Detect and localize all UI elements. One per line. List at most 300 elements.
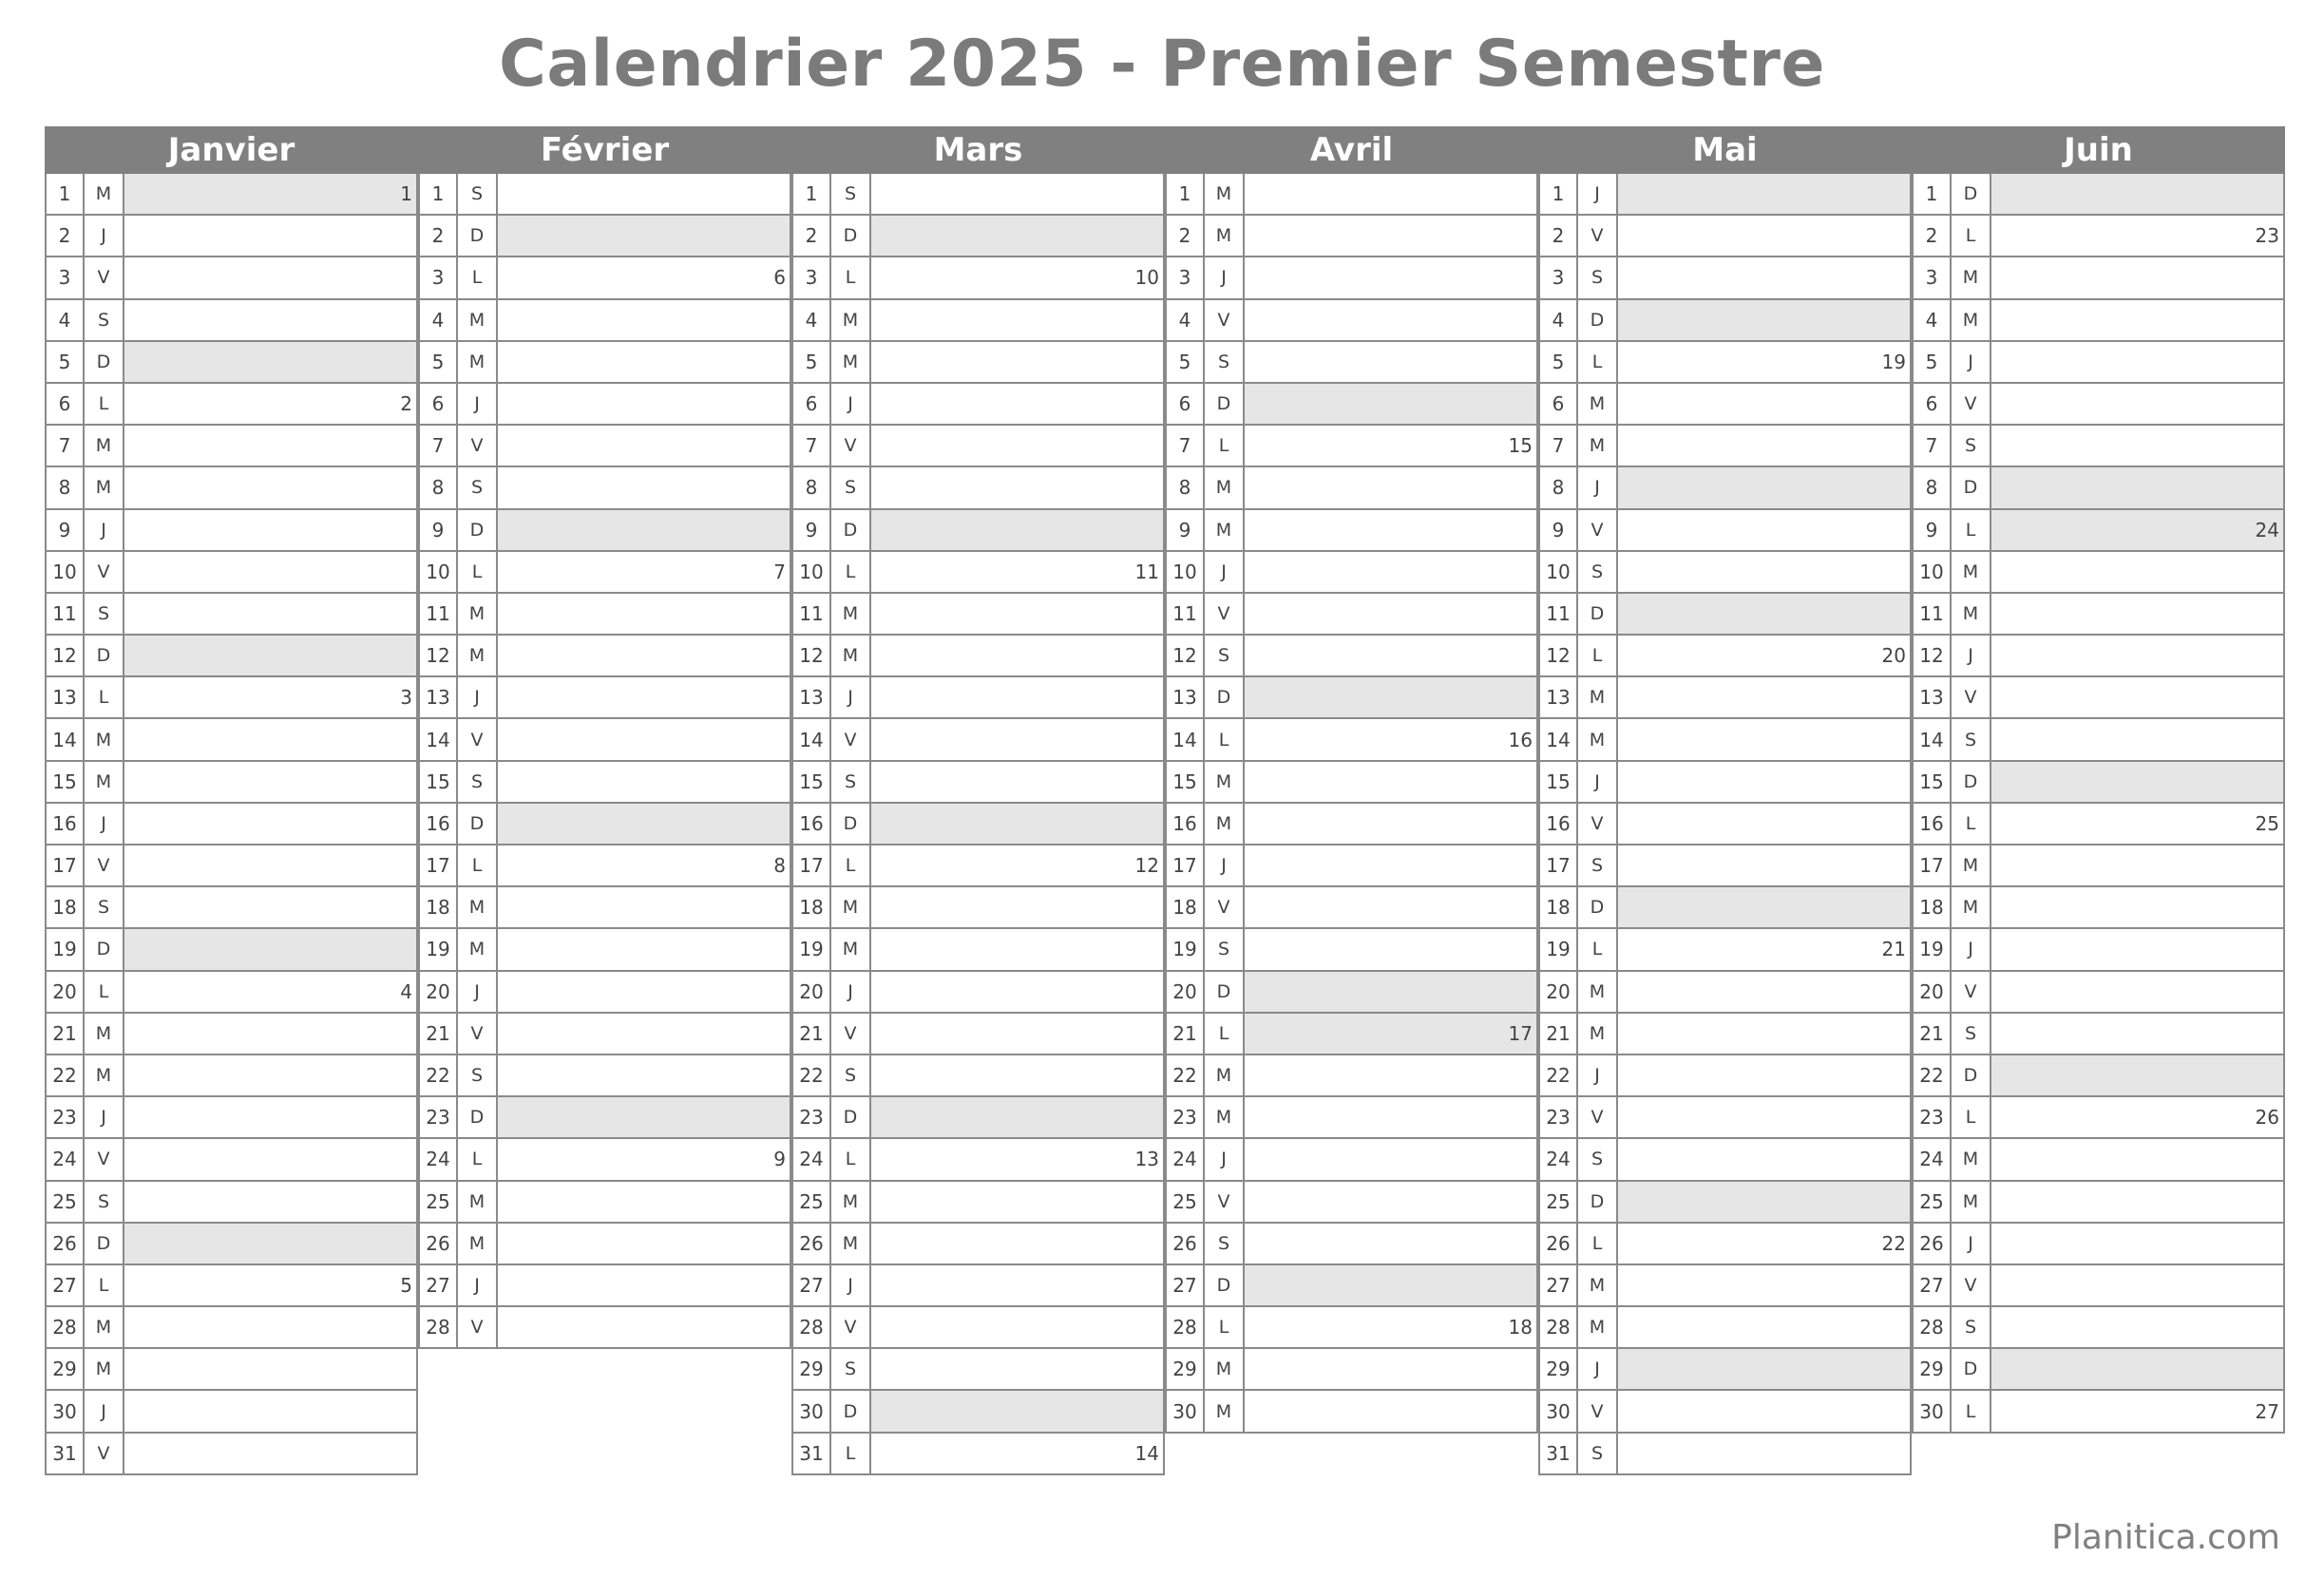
day-row [1540,257,1910,299]
day-number: 6 [1914,384,1952,424]
day-row [47,1139,416,1181]
day-row [1167,719,1536,761]
day-note-cell [124,1391,416,1431]
weekday-letter: D [1952,1349,1991,1389]
day-note-cell [1618,1391,1910,1431]
day-note-cell [871,1307,1163,1347]
day-number: 31 [793,1434,831,1473]
weekday-letter: J [1205,846,1245,885]
day-row [47,636,416,677]
day-note-cell [871,510,1163,550]
day-note-cell [1991,384,2283,424]
day-number: 19 [1540,929,1578,969]
weekday-letter: M [831,342,871,382]
day-number: 4 [420,300,458,340]
day-number: 16 [1914,804,1952,844]
day-row [1540,636,1910,677]
weekday-letter: M [458,1224,498,1264]
day-number: 25 [420,1182,458,1222]
weekday-letter: L [458,846,498,885]
week-number: 9 [773,1148,786,1171]
weekday-letter: L [85,384,124,424]
day-note-cell [1991,1055,2283,1095]
weekday-letter: M [831,1182,871,1222]
day-note-cell [498,972,790,1012]
day-note-cell [871,1224,1163,1264]
day-row [1540,342,1910,384]
day-row [1167,510,1536,552]
weekday-letter: L [458,257,498,297]
day-note-cell [871,1434,1163,1473]
weekday-letter: J [85,510,124,550]
weekday-letter: M [1952,1182,1991,1222]
day-row [1167,677,1536,719]
weekday-letter: S [458,467,498,507]
day-note-cell [1618,342,1910,382]
day-row [1914,677,2283,719]
day-number: 27 [1540,1265,1578,1305]
weekday-letter: S [831,1055,871,1095]
day-note-cell [498,342,790,382]
weekday-letter: M [1578,972,1618,1012]
day-number: 25 [47,1182,85,1222]
weekday-letter: S [831,1349,871,1389]
day-number: 14 [793,719,831,759]
weekday-letter: S [85,300,124,340]
day-row [1540,1224,1910,1265]
day-number: 11 [1540,594,1578,634]
day-row [47,762,416,804]
day-row [793,174,1163,216]
day-note-cell [1618,1097,1910,1137]
day-number: 10 [793,552,831,592]
weekday-letter: D [85,636,124,675]
day-row [47,300,416,342]
day-number: 26 [1540,1224,1578,1264]
day-note-cell [871,216,1163,256]
day-note-cell [1618,1139,1910,1179]
day-number: 21 [1167,1014,1205,1054]
weekday-letter: J [458,972,498,1012]
day-number: 17 [793,846,831,885]
day-number: 27 [1914,1265,1952,1305]
weekday-letter: V [1952,1265,1991,1305]
day-row [420,762,790,804]
weekday-letter: D [1952,467,1991,507]
month-column [45,126,418,1475]
day-row [1167,384,1536,426]
day-row [420,426,790,467]
week-number: 23 [2255,224,2279,248]
weekday-letter: M [1952,300,1991,340]
day-note-cell [1618,887,1910,927]
weekday-letter: D [85,342,124,382]
day-row [793,300,1163,342]
day-note-cell [1245,467,1536,507]
day-number: 24 [420,1139,458,1179]
day-note-cell [1245,719,1536,759]
weekday-letter: M [1952,887,1991,927]
day-note-cell [1245,1014,1536,1054]
weekday-letter: L [458,552,498,592]
weekday-letter: M [85,762,124,802]
day-note-cell [1618,1349,1910,1389]
day-note-cell [1991,1097,2283,1137]
day-number: 20 [420,972,458,1012]
weekday-letter: J [1578,467,1618,507]
day-row [793,636,1163,677]
day-number: 23 [1914,1097,1952,1137]
day-number: 5 [420,342,458,382]
day-number: 29 [1167,1349,1205,1389]
weekday-letter: S [1205,342,1245,382]
weekday-letter: M [831,1224,871,1264]
weekday-letter: M [1205,804,1245,844]
day-number: 27 [793,1265,831,1305]
day-number: 16 [47,804,85,844]
day-row [47,929,416,971]
weekday-letter: J [458,1265,498,1305]
day-note-cell [498,257,790,297]
day-note-cell [124,300,416,340]
day-row [1167,426,1536,467]
day-number: 8 [1167,467,1205,507]
month-days [1538,174,1912,1475]
day-number: 20 [47,972,85,1012]
day-row [420,510,790,552]
day-number: 24 [1167,1139,1205,1179]
day-row [47,1307,416,1349]
day-number: 12 [1540,636,1578,675]
week-number: 24 [2255,518,2279,542]
month-column [1538,126,1912,1475]
day-number: 30 [1540,1391,1578,1431]
weekday-letter: S [458,762,498,802]
weekday-letter: D [1578,887,1618,927]
weekday-letter: L [831,1434,871,1473]
day-row [1540,174,1910,216]
weekday-letter: V [831,1307,871,1347]
day-row [47,174,416,216]
weekday-letter: M [1952,1139,1991,1179]
day-note-cell [1618,257,1910,297]
day-number: 30 [793,1391,831,1431]
day-note-cell [871,594,1163,634]
month-column [1912,126,2285,1434]
day-note-cell [498,1139,790,1179]
day-note-cell [498,887,790,927]
day-number: 8 [47,467,85,507]
day-row [1914,1139,2283,1181]
weekday-letter: L [85,972,124,1012]
day-note-cell [1991,510,2283,550]
day-number: 24 [1914,1139,1952,1179]
day-number: 30 [1914,1391,1952,1431]
day-note-cell [871,1265,1163,1305]
weekday-letter: V [85,552,124,592]
day-note-cell [1991,257,2283,297]
day-note-cell [1245,804,1536,844]
weekday-letter: J [1952,342,1991,382]
day-number: 9 [1167,510,1205,550]
week-number: 22 [1881,1231,1906,1255]
weekday-letter: M [85,1349,124,1389]
day-note-cell [1245,929,1536,969]
day-note-cell [498,384,790,424]
month-column [791,126,1165,1475]
weekday-letter: M [1578,1265,1618,1305]
day-number: 9 [420,510,458,550]
weekday-letter: S [85,594,124,634]
day-number: 19 [420,929,458,969]
day-number: 28 [1167,1307,1205,1347]
day-note-cell [1618,1307,1910,1347]
day-number: 15 [1167,762,1205,802]
day-row [1914,1055,2283,1097]
day-row [1914,1391,2283,1433]
weekday-letter: S [1578,1434,1618,1473]
day-row [420,342,790,384]
month-days [791,174,1165,1475]
weekday-letter: M [85,174,124,214]
day-note-cell [1991,972,2283,1012]
day-row [793,972,1163,1014]
day-number: 2 [1167,216,1205,256]
week-number: 25 [2255,811,2279,835]
weekday-letter: J [831,1265,871,1305]
weekday-letter: V [1952,972,1991,1012]
day-row [1540,1182,1910,1224]
day-note-cell [498,804,790,844]
day-row [1914,384,2283,426]
week-number: 3 [400,686,412,710]
weekday-letter: L [1205,719,1245,759]
day-note-cell [124,1139,416,1179]
week-number: 5 [400,1273,412,1297]
day-number: 20 [1914,972,1952,1012]
weekday-letter: D [831,1391,871,1431]
week-number: 12 [1134,854,1159,878]
month-days [45,174,418,1475]
day-number: 1 [793,174,831,214]
day-note-cell [1618,1014,1910,1054]
day-note-cell [124,972,416,1012]
weekday-letter: V [458,426,498,466]
day-row [47,677,416,719]
day-note-cell [1618,426,1910,466]
day-note-cell [871,1014,1163,1054]
day-row [47,552,416,594]
day-row [1167,552,1536,594]
day-note-cell [1618,762,1910,802]
day-row [1167,1224,1536,1265]
day-note-cell [1245,1055,1536,1095]
day-number: 18 [47,887,85,927]
weekday-letter: D [831,804,871,844]
day-row [1914,257,2283,299]
day-note-cell [871,300,1163,340]
day-number: 22 [420,1055,458,1095]
weekday-letter: V [1952,384,1991,424]
day-row [793,384,1163,426]
day-number: 2 [47,216,85,256]
day-row [1914,216,2283,257]
day-note-cell [1618,1182,1910,1222]
day-note-cell [871,677,1163,717]
day-note-cell [1245,1139,1536,1179]
day-row [1167,1391,1536,1433]
day-note-cell [1991,846,2283,885]
day-note-cell [124,510,416,550]
day-number: 28 [47,1307,85,1347]
day-note-cell [871,804,1163,844]
day-note-cell [498,762,790,802]
day-note-cell [1245,426,1536,466]
day-row [420,804,790,846]
day-row [1914,552,2283,594]
day-note-cell [1245,1097,1536,1137]
day-number: 27 [420,1265,458,1305]
day-number: 23 [420,1097,458,1137]
day-row [1167,762,1536,804]
day-row [1540,1391,1910,1433]
weekday-letter: D [1578,594,1618,634]
day-number: 18 [1914,887,1952,927]
day-row [420,1139,790,1181]
day-note-cell [1991,762,2283,802]
day-row [1540,846,1910,887]
weekday-letter: M [1952,257,1991,297]
weekday-letter: L [1205,1307,1245,1347]
day-note-cell [1618,804,1910,844]
day-row [1914,1014,2283,1055]
day-number: 11 [420,594,458,634]
day-row [1167,1349,1536,1391]
day-row [1914,1307,2283,1349]
weekday-letter: M [458,929,498,969]
day-row [47,257,416,299]
day-number: 10 [1540,552,1578,592]
weekday-letter: M [85,1014,124,1054]
weekday-letter: M [831,594,871,634]
day-note-cell [1991,216,2283,256]
day-number: 18 [1167,887,1205,927]
day-number: 9 [1540,510,1578,550]
day-row [1914,846,2283,887]
day-number: 24 [47,1139,85,1179]
day-number: 25 [1540,1182,1578,1222]
day-number: 8 [420,467,458,507]
day-row [793,719,1163,761]
day-number: 30 [47,1391,85,1431]
day-number: 5 [1167,342,1205,382]
day-note-cell [124,1014,416,1054]
weekday-letter: M [458,1182,498,1222]
day-row [1540,1055,1910,1097]
day-number: 25 [1914,1182,1952,1222]
day-row [420,1055,790,1097]
weekday-letter: M [1952,594,1991,634]
weekday-letter: M [458,636,498,675]
day-row [47,384,416,426]
day-number: 10 [1167,552,1205,592]
day-note-cell [498,216,790,256]
day-number: 22 [1167,1055,1205,1095]
day-number: 28 [1914,1307,1952,1347]
day-row [1914,972,2283,1014]
weekday-letter: D [1205,972,1245,1012]
weekday-letter: D [85,1224,124,1264]
day-row [793,846,1163,887]
day-row [793,804,1163,846]
weekday-letter: M [831,300,871,340]
day-number: 18 [793,887,831,927]
weekday-letter: M [831,636,871,675]
day-note-cell [871,257,1163,297]
day-row [1540,300,1910,342]
day-note-cell [498,552,790,592]
day-note-cell [1245,1307,1536,1347]
day-row [420,300,790,342]
month-header: Juin [1912,126,2285,174]
month-column [1165,126,1538,1434]
day-note-cell [871,426,1163,466]
day-note-cell [1245,510,1536,550]
day-number: 1 [420,174,458,214]
day-row [47,594,416,636]
day-row [47,1265,416,1307]
day-row [793,467,1163,509]
day-note-cell [1991,1139,2283,1179]
weekday-letter: V [831,426,871,466]
day-row [1540,677,1910,719]
weekday-letter: M [831,887,871,927]
day-row [420,552,790,594]
weekday-letter: J [85,804,124,844]
day-note-cell [1991,1391,2283,1431]
weekday-letter: L [1952,510,1991,550]
day-row [1540,552,1910,594]
day-note-cell [1991,677,2283,717]
day-number: 1 [1914,174,1952,214]
day-number: 5 [1540,342,1578,382]
day-number: 3 [47,257,85,297]
weekday-letter: S [1205,636,1245,675]
weekday-letter: S [1952,719,1991,759]
weekday-letter: S [1578,257,1618,297]
month-header: Mars [791,126,1165,174]
week-number: 6 [773,266,786,290]
month-days [1912,174,2285,1434]
day-number: 27 [1167,1265,1205,1305]
day-number: 28 [1540,1307,1578,1347]
day-row [1914,594,2283,636]
day-number: 6 [47,384,85,424]
weekday-letter: S [458,174,498,214]
weekday-letter: M [1205,1055,1245,1095]
day-note-cell [1245,1182,1536,1222]
weekday-letter: D [1952,1055,1991,1095]
day-row [1540,762,1910,804]
day-note-cell [1245,762,1536,802]
day-row [420,216,790,257]
day-note-cell [871,1139,1163,1179]
day-note-cell [124,846,416,885]
weekday-letter: D [458,216,498,256]
day-row [1914,929,2283,971]
weekday-letter: V [831,1014,871,1054]
day-row [1167,972,1536,1014]
